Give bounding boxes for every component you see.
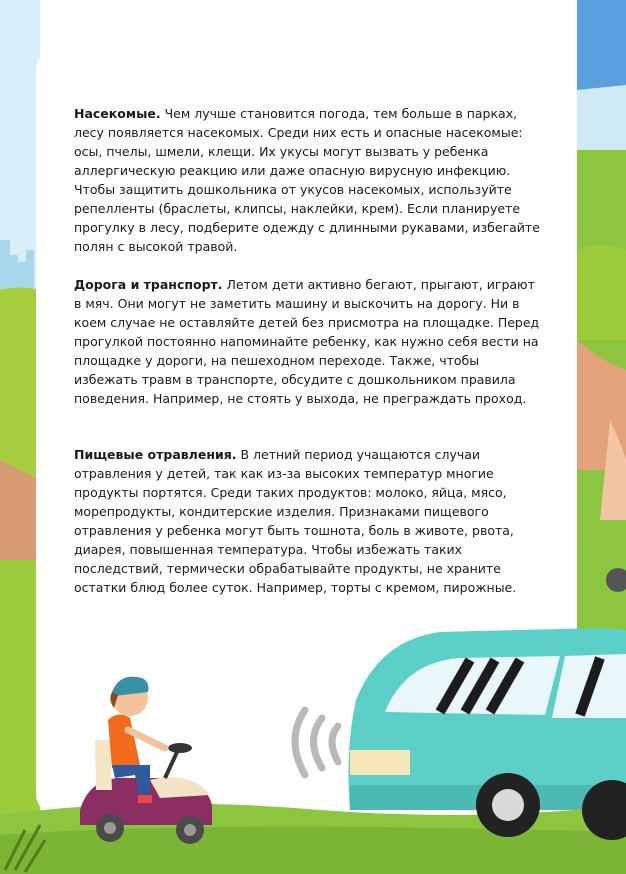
- section-text: В летний период учащаются случаи отравления у детей, так как из-за высоких температур многие продукты портятся. Среди таких продуктов: молоко, яйца, мясо, морепродукты, кондитерские изделия. Признаками пищевого отравления у ребенка могут быть тошнота, боль в животе, рвота, диарея, повышенная температура. Чтобы избежать таких последствий, термически обрабатывайте продукты, не храните остатки блюд более суток. Например, торты с кремом, пирожные.: [74, 447, 517, 595]
- section-insects: [74, 104, 544, 256]
- section-food-poisoning: [74, 445, 544, 597]
- section-text: Чем лучше становится погода, тем больше в парках, лесу появляется насекомых. Среди них есть и опасные насекомые: осы, пчелы, шмели, клещи. Их укусы могут вызвать у ребенка аллергическую реакцию или даже опасную вирусную инфекцию. Чтобы защитить дошкольника от укусов насекомых, используйте репелленты (браслеты, клипсы, наклейки, крем). Если планируете прогулку в лесу, подберите одежду с длинными рукавами, избегайте полян с высокой травой.: [74, 106, 540, 254]
- section-title: Пищевые отравления.: [74, 447, 237, 462]
- signal-waves-icon: [295, 710, 338, 775]
- section-title: Насекомые.: [74, 106, 161, 121]
- child-on-toy-car-icon: [80, 677, 212, 844]
- bottom-illustration: [0, 600, 626, 874]
- section-text: Летом дети активно бегают, прыгают, играют в мяч. Они могут не заметить машину и выскочить на дорогу. Ни в коем случае не оставляйте детей без присмотра на площадке. Перед прогулкой постоянно напоминайте ребенку, как нужно себя вести на площадке у дороги, на пешеходном переходе. Также, чтобы избежать травм в транспорте, обсудите с дошкольником правила поведения. Например, не стоять у выхода, не преграждать проход.: [74, 277, 540, 406]
- car-icon: [348, 628, 626, 840]
- section-title: Дорога и транспорт.: [74, 277, 223, 292]
- section-road-transport: [74, 275, 544, 408]
